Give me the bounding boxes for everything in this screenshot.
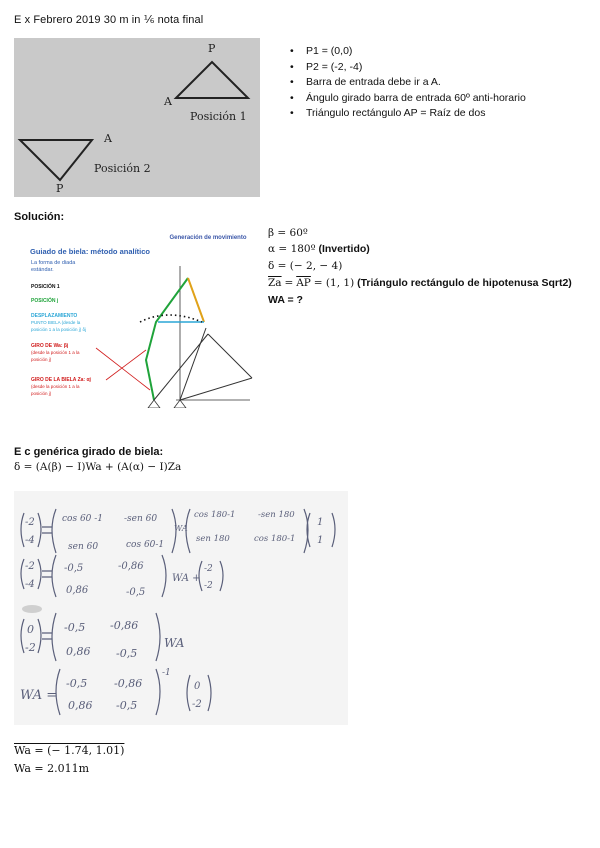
ground-support-2 (174, 400, 186, 408)
hw-r1-m21: sen 60 (68, 542, 99, 552)
hw-r1-wa: WA (174, 524, 188, 533)
triangles-sketch-figure (14, 38, 260, 197)
hw-r2-lhs-bot: -4 (25, 579, 35, 590)
generic-equation: δ = (A(β) − I)Wa + (A(α) − I)Za (14, 461, 182, 473)
orange-link (188, 278, 204, 322)
slide-pos1: POSICIÓN 1 (31, 284, 60, 290)
ground-support-1 (148, 400, 160, 408)
slide-subtitle: Guiado de biela: método analítico (30, 247, 151, 256)
slide-posj: POSICIÓN j (31, 298, 59, 304)
slide-despl-1: DESPLAZAMIENTO (31, 313, 78, 319)
hw-r4-v-top: 0 (194, 681, 201, 692)
wa-magnitude-result: Wa = 2.011m (14, 762, 90, 775)
alpha-value: α = 180º (268, 243, 316, 255)
hw-r1-n22: cos 180-1 (254, 534, 296, 544)
beta-value: β = 60º (268, 227, 308, 239)
hw-r3-wa: WA (164, 636, 185, 650)
slide-giro-b-1: GIRO DE LA BIELA Za: αj (31, 377, 91, 383)
wa-unknown: WA = ? (268, 294, 303, 306)
slide-forma-2: estándar. (31, 267, 54, 273)
hw-r1-lhs-bot: -4 (25, 535, 35, 546)
hw-r2-v-top: -2 (204, 564, 213, 574)
hw-r3-lhs-bot: -2 (25, 641, 36, 654)
za-value: = (1, 1) (313, 277, 355, 289)
document-title: E x Febrero 2019 30 m in ⅙ nota final (14, 14, 204, 26)
alpha-line (268, 243, 370, 255)
slide-despl-2: PUNTO BIELA (desde la (31, 320, 81, 325)
za-symbol: $\overline{Za}$ (268, 277, 282, 289)
slide-giro-b-2: (desde la posición 1 a la (31, 384, 80, 389)
hw-r2-m21: 0,86 (66, 585, 89, 596)
label-a-position-1: A (164, 95, 172, 108)
slide-giro-w-1: GIRO DE Wa: βj (31, 343, 69, 349)
label-posicion-1: Posición 1 (190, 110, 247, 123)
hw-r2-lhs-top: -2 (25, 561, 35, 572)
hw-r3-m11: -0,5 (64, 621, 86, 634)
smudge-mark (22, 605, 42, 613)
wa-vector-text: Wa = (− 1.74, 1.01) (14, 744, 125, 757)
hw-r1-n12: -sen 180 (258, 510, 295, 520)
hw-r1-n11: cos 180-1 (194, 510, 236, 520)
hw-r1-m12: -sen 60 (124, 514, 158, 524)
green-dyad-link (146, 278, 188, 400)
dotted-path (140, 315, 202, 322)
slide-giro-w-3: posición j) (31, 357, 52, 362)
za-line: $\overline{Za} = \overline{AP} = (1$, 1) (Triángulo rectángulo de hipotenusa Sqrt2) (268, 277, 572, 289)
slide-header: Generación de movimiento (169, 235, 247, 241)
hw-r2-m22: -0,5 (126, 587, 146, 598)
solution-heading: Solución: (14, 211, 65, 223)
hw-r1-lhs-top: -2 (25, 517, 35, 528)
label-posicion-2: Posición 2 (94, 162, 151, 175)
triangle-position-1 (176, 62, 248, 98)
hw-r1-n21: sen 180 (196, 534, 230, 544)
hw-r3-lhs-top: 0 (27, 623, 34, 636)
wa-vector-result (14, 744, 124, 757)
slide-giro-b-3: posición j) (31, 391, 52, 396)
slide-despl-3: posición 1 a la posición j) δj (31, 327, 87, 332)
hw-r4-inverse: -1 (162, 668, 171, 678)
hw-r1-m22: cos 60-1 (126, 540, 165, 550)
generic-equation-heading: E c genérica girado de biela: (14, 446, 164, 458)
za-note: (Triángulo rectángulo de hipotenusa Sqrt2) (357, 277, 572, 289)
hw-r3-m21: 0,86 (66, 645, 91, 658)
slide-giro-w-2: (desde la posición 1 a la (31, 350, 80, 355)
hw-r4-m11: -0,5 (66, 677, 88, 690)
black-link-3 (180, 378, 252, 400)
hw-r3-m12: -0,86 (110, 619, 139, 632)
list-item: • P2 = (-2, -4) (288, 60, 526, 76)
hw-r2-v-bot: -2 (204, 581, 213, 591)
hw-r4-m12: -0,86 (114, 677, 143, 690)
hw-r4-m21: 0,86 (68, 699, 93, 712)
mechanism-slide-figure (28, 230, 262, 408)
hw-r4-m22: -0,5 (116, 699, 138, 712)
label-p-position-1: P (208, 42, 216, 55)
label-a-position-2: A (104, 132, 112, 145)
hw-r4-wa: WA = (20, 688, 58, 703)
ap-symbol: $\overline{AP}$ (296, 277, 311, 289)
alpha-note: (Invertido) (318, 243, 370, 255)
hw-r2-wa: WA + (172, 573, 201, 584)
list-item: • Triángulo rectángulo AP = Raíz de dos (288, 106, 526, 122)
hw-r2-m11: -0,5 (64, 563, 84, 574)
hw-r4-v-bot: -2 (192, 699, 202, 710)
hw-r1-v-bot: 1 (317, 535, 324, 546)
hw-r1-m11: cos 60 -1 (62, 514, 104, 524)
slide-forma-1: La forma de diada (31, 260, 76, 266)
list-item: • Ángulo girado barra de entrada 60º anti-horario (288, 91, 526, 107)
problem-data-list (288, 44, 526, 122)
list-item: • Barra de entrada debe ir a A. (288, 75, 526, 91)
delta-value: δ = (− 2, − 4) (268, 260, 343, 272)
pointer-line-giro-w (96, 348, 150, 390)
black-link-2 (208, 334, 252, 378)
list-item: • P1 = (0,0) (288, 44, 526, 60)
pointer-line-giro-b (106, 350, 146, 380)
hw-r1-v-top: 1 (317, 517, 324, 528)
triangle-position-2 (20, 140, 92, 180)
handwritten-calculation-figure (14, 491, 348, 725)
hw-r3-m22: -0,5 (116, 647, 138, 660)
hw-r2-m12: -0,86 (118, 561, 144, 572)
label-p-position-2: P (56, 182, 64, 195)
